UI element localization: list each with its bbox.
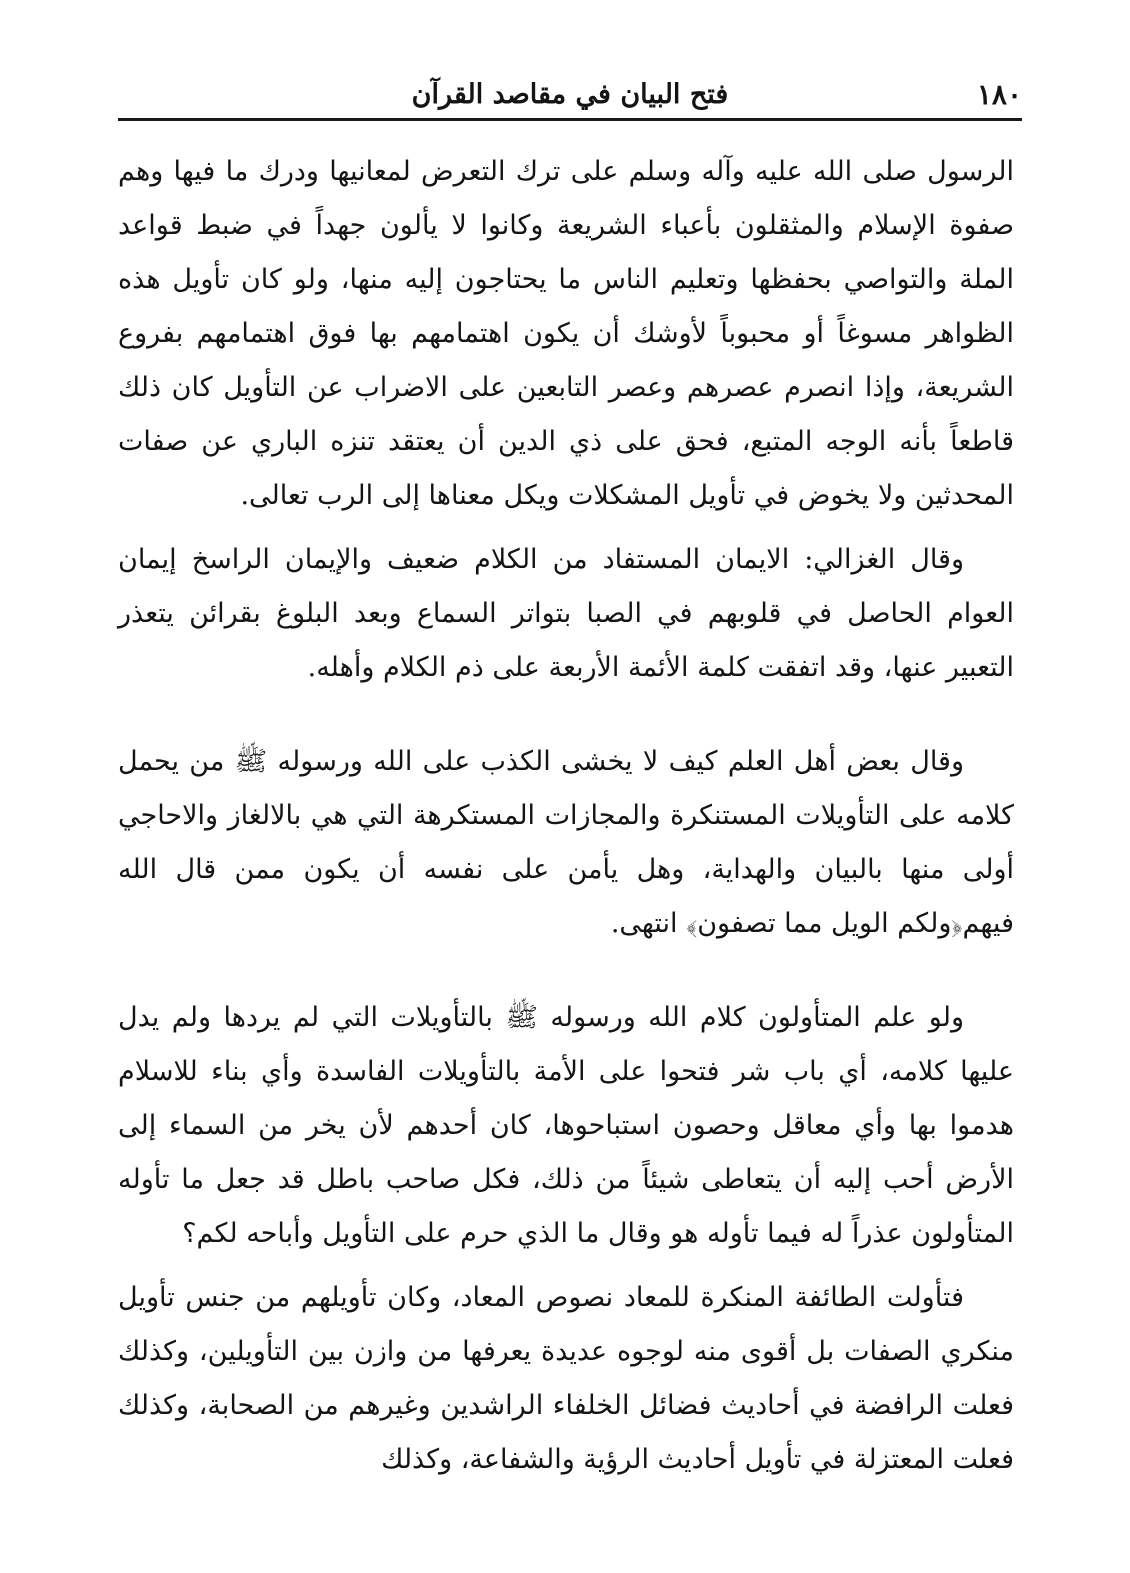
paragraph-1: الرسول صلى الله عليه وآله وسلم على ترك التعرض لمعانيها ودرك ما فيها وهم صفوة الإسلام والمثقلون بأعباء الشريعة وكانوا لا يألون جهداً في ضبط قواعد الملة والتواصي بحفظها وتعليم الناس ما يحتاجون إليه منها، ولو كان تأويل هذه الظواهر مسوغاً أو محبوباً لأوشك أن يكون اهتمامهم بها فوق اهتمامهم بفروع الشريعة، وإذا انصرم عصرهم وعصر التابعين على الاضراب عن التأويل كان ذلك قاطعاً بأنه الوجه المتبع، فحق على ذي الدين أن يعتقد تنزه الباري عن صفات المحدثين ولا يخوض في تأويل المشكلات ويكل معناها إلى الرب تعالى. [118,156,1014,511]
paragraph-spacer [118,951,1014,991]
paragraph-spacer [118,695,1014,735]
paragraph-3: وقال بعض أهل العلم كيف لا يخشى الكذب على الله ورسوله ﷺ من يحمل كلامه على التأويلات المستنكرة والمجازات المستكرهة التي هي بالالغاز والاحاجي أولى منها بالبيان والهداية، وهل يأمن على نفسه أن يكون ممن قال الله فيهم﴿ولكم الويل مما تصفون﴾ انتهى. [118,746,1014,939]
header-rule [118,118,1022,121]
running-header [118,72,1022,118]
paragraph-5: فتأولت الطائفة المنكرة للمعاد نصوص المعاد، وكان تأويلهم من جنس تأويل منكري الصفات بل أقوى منه لوجوه عديدة يعرفها من وازن بين التأويلين، وكذلك فعلت الرافضة في أحاديث فضائل الخلفاء الراشدين وغيرهم من الصحابة، وكذلك فعلت المعتزلة في تأويل أحاديث الرؤية والشفاعة، وكذلك [118,1282,1014,1475]
page-number: ١٨٠ [976,78,1022,111]
paragraph-4: ولو علم المتأولون كلام الله ورسوله ﷺ بالتأويلات التي لم يردها ولم يدل عليها كلامه، أي باب شر فتحوا على الأمة بالتأويلات الفاسدة وأي بناء للاسلام هدموا بها وأي معاقل وحصون استباحوها، كان أحدهم لأن يخر من السماء إلى الأرض أحب إليه أن يتعاطى شيئاً من ذلك، فكل صاحب باطل قد جعل ما تأوله المتأولون عذراً له فيما تأوله هو وقال ما الذي حرم على التأويل وأباحه لكم؟ [118,1002,1014,1249]
paragraph-spacer [118,523,1014,533]
book-title: فتح البيان في مقاصد القرآن [411,79,729,110]
body-text [118,145,1014,1487]
paragraph-spacer [118,1261,1014,1271]
paragraph-2: وقال الغزالي: الايمان المستفاد من الكلام ضعيف والإيمان الراسخ إيمان العوام الحاصل في قلوبهم في الصبا بتواتر السماع وبعد البلوغ بقرائن يتعذر التعبير عنها، وقد اتفقت كلمة الأئمة الأربعة على ذم الكلام وأهله. [118,544,1014,683]
